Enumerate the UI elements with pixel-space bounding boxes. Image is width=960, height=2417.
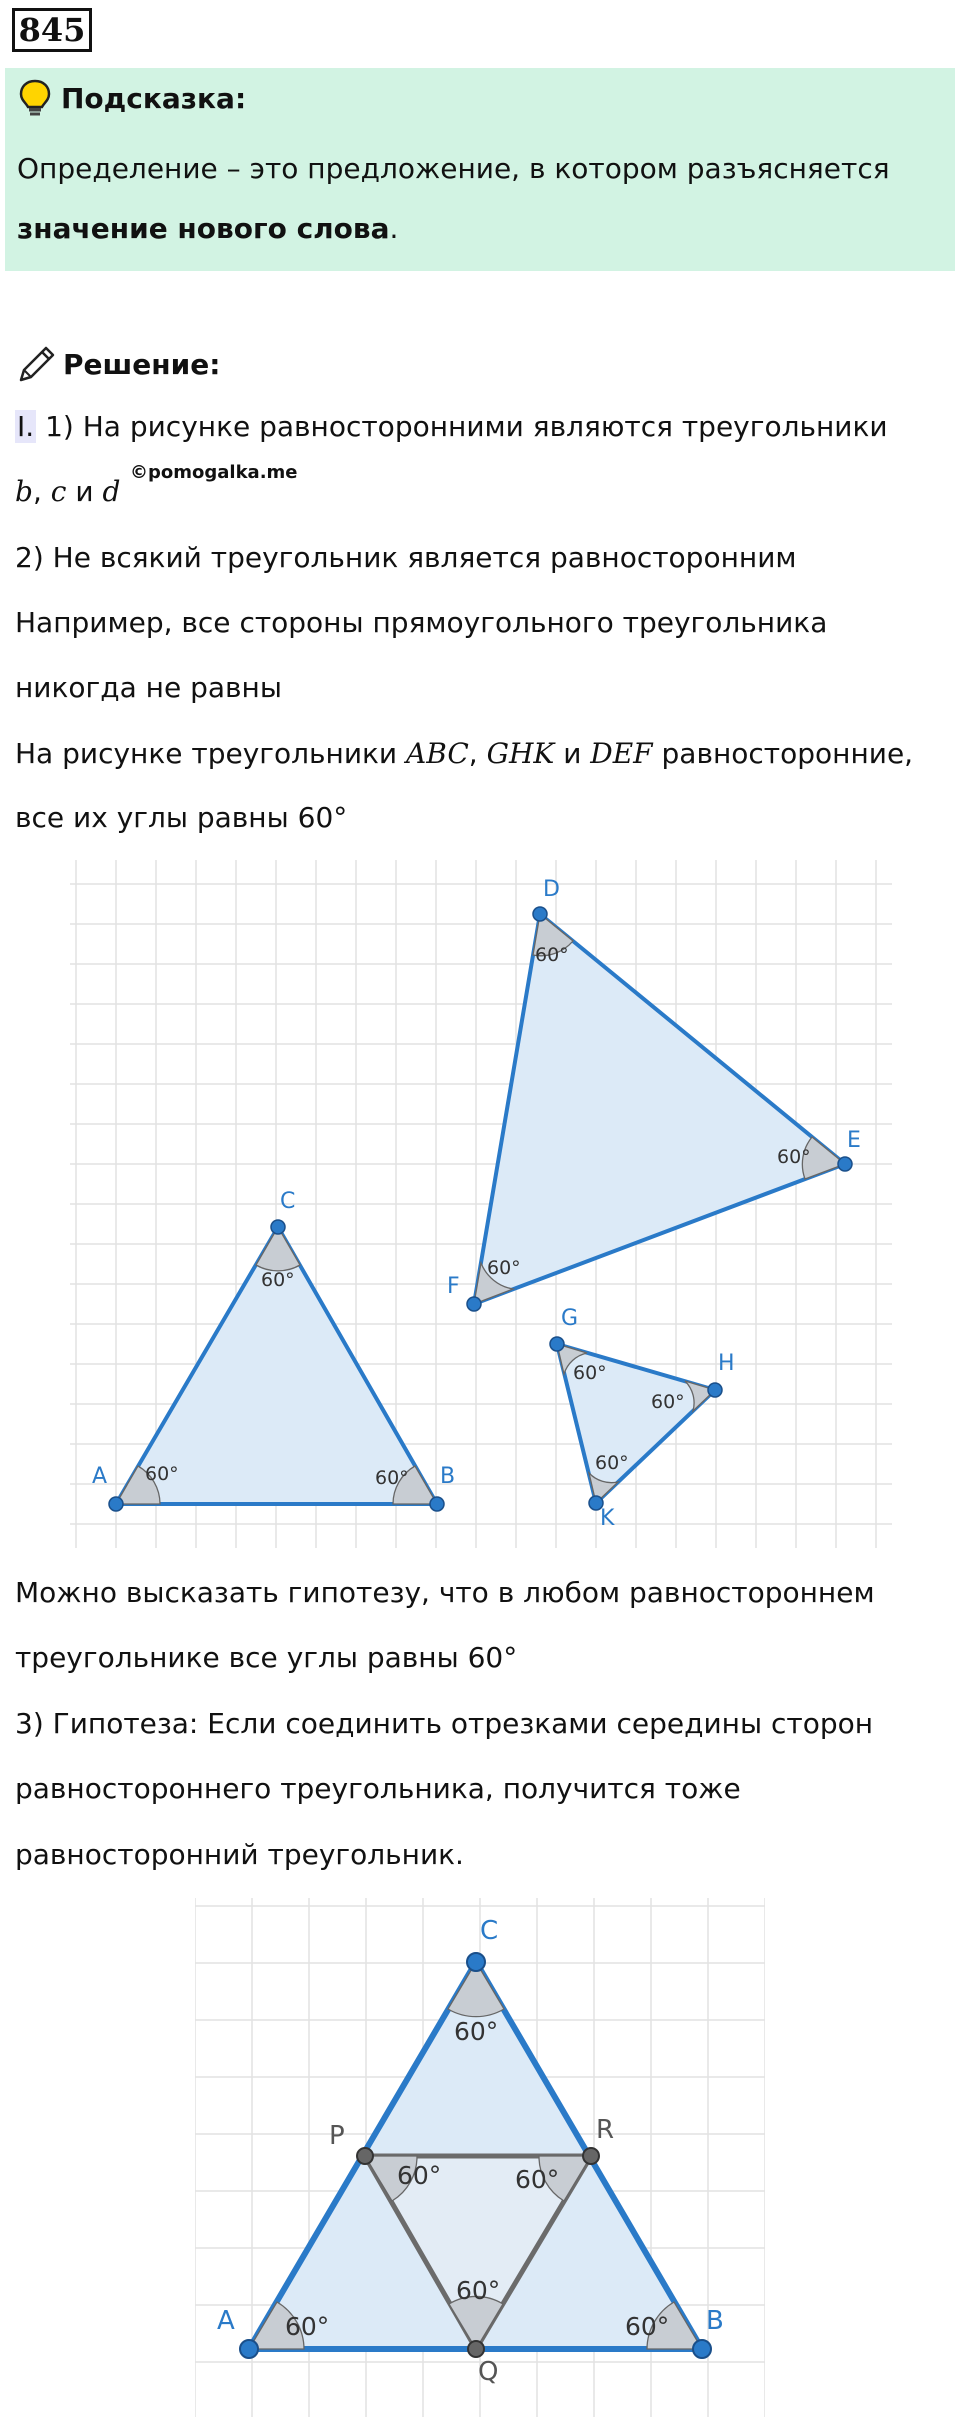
line-5-and: и	[554, 737, 591, 770]
solution-line-7: Можно высказать гипотезу, что в любом равностороннем	[15, 1576, 875, 1609]
hint-box	[5, 68, 955, 271]
label-H: H	[718, 1351, 735, 1376]
solution-line-1b	[15, 475, 120, 508]
triangle-def: DEF	[590, 737, 653, 770]
watermark: ©pomogalka.me	[130, 462, 298, 483]
angle-C-2: 60°	[454, 2017, 499, 2046]
solution-line-6: все их углы равны 60°	[15, 801, 348, 834]
var-c: c	[50, 475, 67, 508]
label-E: E	[847, 1128, 861, 1153]
angle-F: 60°	[487, 1257, 521, 1279]
angle-Q: 60°	[456, 2276, 501, 2305]
angle-G: 60°	[573, 1362, 607, 1384]
angle-R: 60°	[515, 2165, 560, 2194]
label-R: R	[596, 2115, 615, 2145]
figure-2	[195, 1898, 765, 2417]
lightbulb-icon	[17, 78, 53, 118]
roman-numeral: I.	[17, 410, 35, 443]
solution-line-8: треугольнике все углы равны 60°	[15, 1641, 518, 1674]
triangle-abc: ABC	[406, 737, 469, 770]
solution-line-11: равносторонний треугольник.	[15, 1838, 464, 1871]
triangle-ghk: GHK	[486, 737, 555, 770]
figure-1	[70, 860, 892, 1548]
hint-text-plain: Определение – это предложение, в котором разъясняется	[17, 152, 890, 185]
line-5-a: На рисунке треугольники	[15, 737, 407, 770]
label-C: C	[280, 1189, 296, 1214]
label-A-2: A	[217, 2306, 235, 2336]
label-B: B	[440, 1464, 456, 1489]
var-d: d	[102, 475, 121, 508]
label-B-2: B	[706, 2306, 724, 2336]
exercise-number: 845	[12, 8, 92, 52]
angle-D: 60°	[535, 944, 569, 966]
label-A: A	[92, 1464, 108, 1489]
solution-line-9: 3) Гипотеза: Если соединить отрезками середины сторон	[15, 1707, 874, 1740]
solution-header	[15, 342, 220, 386]
solution-line-10: равностороннего треугольника, получится тоже	[15, 1772, 741, 1805]
and-1: и	[66, 475, 103, 508]
hint-text-bold: значение нового слова	[17, 212, 390, 245]
label-D: D	[543, 877, 560, 902]
solution-line-2: 2) Не всякий треугольник является равносторонним	[15, 541, 797, 574]
angle-E: 60°	[777, 1146, 811, 1168]
label-K: K	[600, 1506, 615, 1531]
solution-line-1-text: 1) На рисунке равносторонними являются треугольники	[36, 410, 888, 443]
label-F: F	[447, 1274, 460, 1299]
pencil-icon	[15, 342, 59, 386]
label-G: G	[561, 1306, 579, 1331]
hint-header	[17, 76, 246, 120]
line-5-b: равносторонние,	[652, 737, 914, 770]
label-C-2: C	[480, 1916, 499, 1946]
angle-C: 60°	[261, 1269, 295, 1291]
solution-line-4: никогда не равны	[15, 671, 282, 704]
hint-title: Подсказка:	[61, 81, 247, 115]
solution-title: Решение:	[63, 347, 221, 381]
angle-H: 60°	[651, 1391, 685, 1413]
sep-1: ,	[32, 475, 51, 508]
solution-line-3: Например, все стороны прямоугольного треугольника	[15, 606, 828, 639]
angle-B: 60°	[375, 1467, 409, 1489]
angle-A-2: 60°	[285, 2312, 330, 2341]
angle-A: 60°	[145, 1463, 179, 1485]
label-P: P	[329, 2121, 345, 2151]
solution-line-5	[15, 737, 913, 770]
var-b: b	[15, 475, 33, 508]
label-Q: Q	[478, 2357, 499, 2387]
line-5-sep: ,	[468, 737, 487, 770]
triangle-DEF	[474, 914, 845, 1304]
hint-text-end: .	[389, 212, 399, 245]
angle-K: 60°	[595, 1452, 629, 1474]
hint-text	[17, 139, 947, 259]
solution-line-1	[15, 410, 888, 443]
angle-P: 60°	[397, 2161, 442, 2190]
angle-B-2: 60°	[625, 2312, 670, 2341]
